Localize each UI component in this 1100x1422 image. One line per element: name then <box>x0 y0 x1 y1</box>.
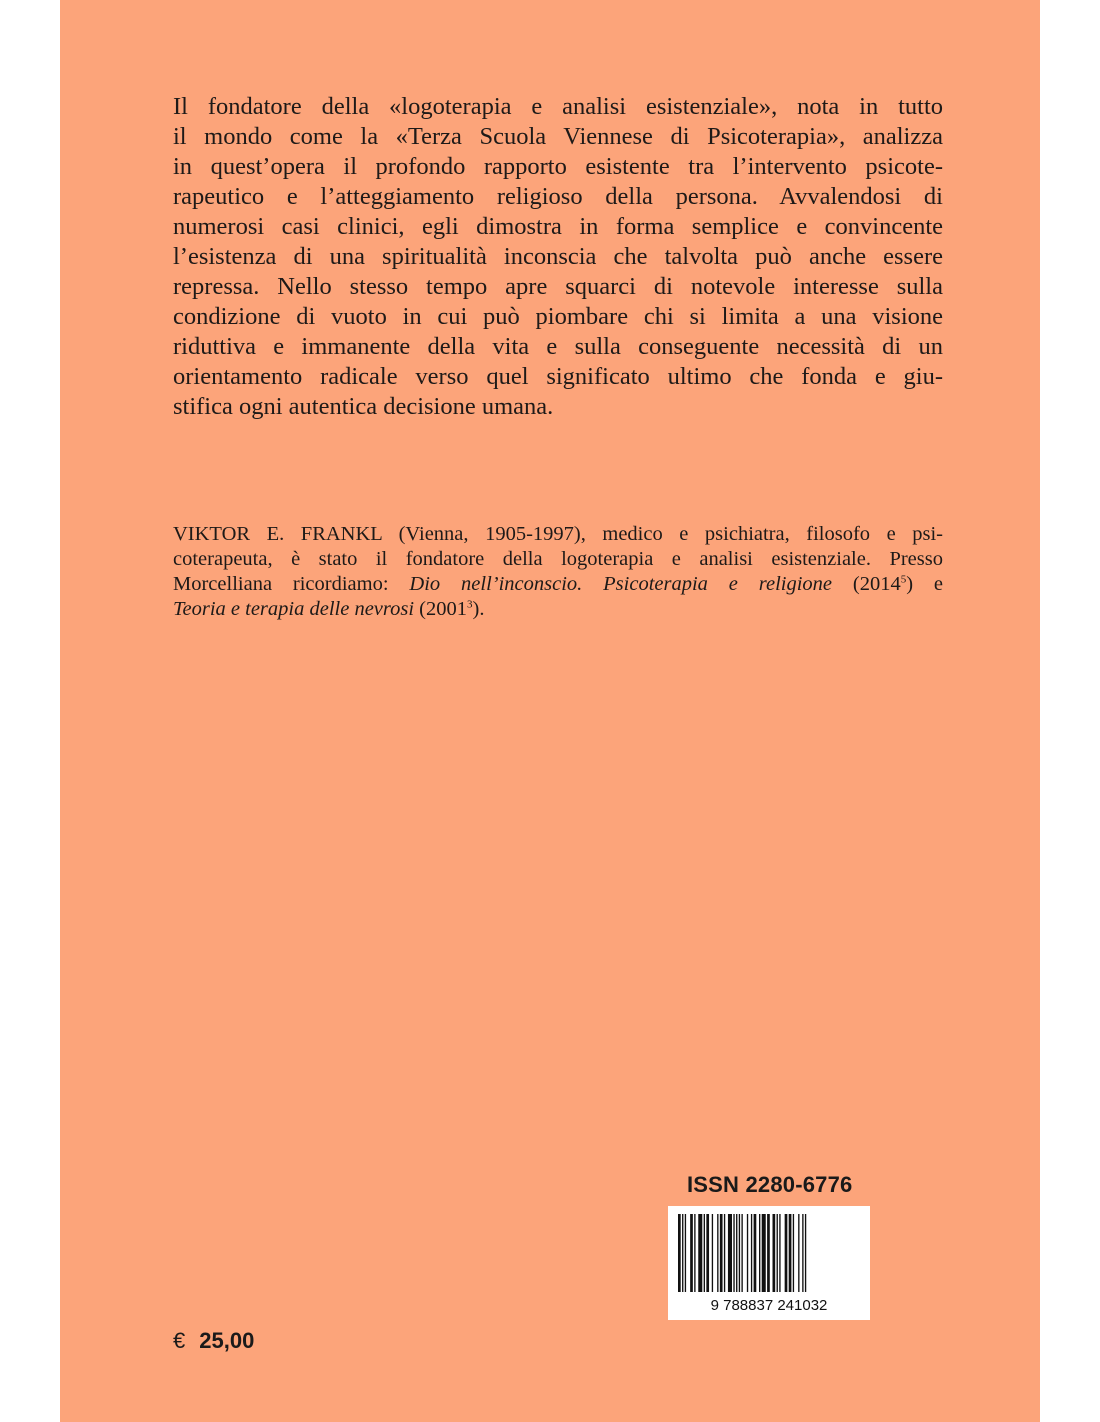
bio-line: coterapeuta, è stato il fondatore della logoterapia e analisi esistenziale. Presso <box>173 548 943 570</box>
barcode-bar <box>733 1214 734 1292</box>
barcode-bar <box>694 1214 695 1292</box>
issn-label: ISSN 2280-6776 <box>687 1172 853 1197</box>
barcode-bar <box>802 1214 803 1292</box>
description-line: rapeutico e l’atteggiamento religioso della persona. Avvalendosi di <box>173 183 943 210</box>
book-title-dio-nell-inconscio: Dio nell’inconscio. Psicoterapia e religione <box>409 573 833 595</box>
bio-line: Morcelliana ricordiamo: Dio nell’inconscio. Psicoterapia e religione (2014$^5$) e <box>173 573 944 595</box>
barcode-bar <box>762 1214 766 1292</box>
bio-line: VIKTOR E. FRANKL (Vienna, 1905-1997), medico e psichiatra, filosofo e psi- <box>173 523 943 545</box>
barcode-bar <box>793 1214 794 1292</box>
barcode-bar <box>724 1214 725 1292</box>
barcode-bar <box>747 1214 748 1292</box>
barcode-bar <box>785 1214 788 1292</box>
description-line: orientamento radicale verso quel significato ultimo che fonda e giu- <box>173 363 943 390</box>
barcode-bar <box>767 1214 770 1292</box>
bio-line: Teoria e terapia delle nevrosi (2001$^3$). <box>173 598 485 620</box>
barcode-bar <box>754 1214 757 1292</box>
barcode-bar <box>717 1214 718 1292</box>
barcode-bar <box>805 1214 806 1292</box>
barcode-bar <box>736 1214 737 1292</box>
edition-number: 5 <box>900 573 907 586</box>
barcode-bar <box>685 1214 686 1292</box>
price-amount: 25,00 <box>199 1328 255 1353</box>
barcode-bar <box>690 1214 693 1292</box>
book-title-teoria-e-terapia: Teoria e terapia delle nevrosi <box>173 598 415 620</box>
barcode-bar <box>789 1214 792 1292</box>
barcode-graphic <box>668 1206 870 1320</box>
barcode-bar <box>798 1214 799 1292</box>
description-line: in quest’opera il profondo rapporto esistente tra l’intervento psicote- <box>173 153 943 180</box>
barcode-bar <box>777 1214 778 1292</box>
book-year: 2001 <box>426 598 467 620</box>
barcode-bar <box>698 1214 702 1292</box>
description-line: il mondo come la «Terza Scuola Viennese di Psicoterapia», analizza <box>173 123 943 150</box>
barcode-bar <box>741 1214 742 1292</box>
book-year: 2014 <box>859 573 901 595</box>
barcode-bar <box>759 1214 760 1292</box>
currency-symbol: € <box>173 1328 186 1353</box>
barcode-bar <box>712 1214 713 1292</box>
edition-number: 3 <box>467 598 473 611</box>
barcode <box>668 1206 870 1320</box>
description-line: repressa. Nello stesso tempo apre squarci di notevole interesse sulla <box>173 273 943 300</box>
barcode-bar <box>728 1214 732 1292</box>
bio-prefix: Morcelliana ricordiamo: <box>173 573 389 595</box>
barcode-bar <box>720 1214 723 1292</box>
barcode-bar <box>779 1214 780 1292</box>
description-line: riduttiva e immanente della vita e sulla conseguente necessità di un <box>173 333 943 360</box>
description-line: condizione di vuoto in cui può piombare chi si limita a una visione <box>173 303 943 330</box>
barcode-bar <box>739 1214 740 1292</box>
barcode-bar <box>704 1214 705 1292</box>
author-biography <box>173 522 943 622</box>
barcode-digits: 9 788837 241032 <box>710 1297 828 1314</box>
back-cover <box>60 0 1040 1422</box>
barcode-bar <box>773 1214 776 1292</box>
description-line: numerosi casi clinici, egli dimostra in forma semplice e convincente <box>173 213 943 240</box>
description-line: stifica ogni autentica decisione umana. <box>173 393 554 420</box>
book-description <box>173 92 943 422</box>
bio-connector: e <box>933 573 944 595</box>
barcode-bar <box>678 1214 681 1292</box>
barcode-bar <box>706 1214 709 1292</box>
price <box>173 1328 254 1354</box>
description-line: l’esistenza di una spiritualità inconscia che talvolta può anche essere <box>173 243 943 270</box>
barcode-bar <box>751 1214 752 1292</box>
description-line: Il fondatore della «logoterapia e analisi esistenziale», nota in tutto <box>173 93 943 120</box>
barcode-bar <box>682 1214 683 1292</box>
